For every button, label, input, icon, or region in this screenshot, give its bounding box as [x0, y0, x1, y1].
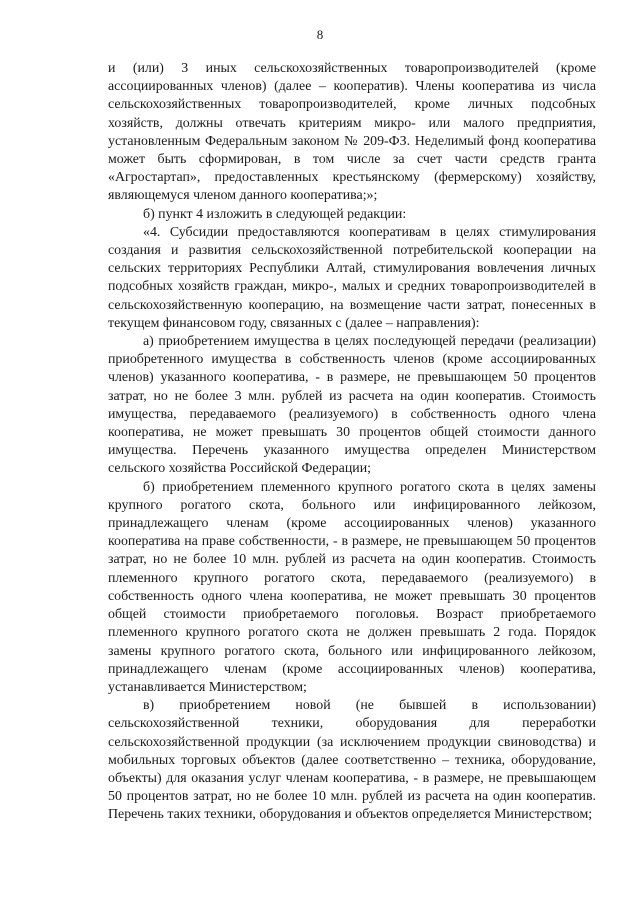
- document-body: [108, 60, 596, 825]
- page-number: 8: [316, 27, 324, 42]
- paragraph-subclause-a: а) приобретением имущества в целях последующей передачи (реализации) приобретенного имущества в собственность членов (кроме ассоциированных членов) указанного кооператива, - в размере, не превышающем 50 процентов затрат, но не более 3 млн. рублей из расчета на один кооператив. Стоимость имущества, передаваемого (реализуемого) в собственность одного члена кооператива, не может превышать 30 процентов общей стоимости данного имущества. Перечень указанного имущества определен Министерством сельского хозяйства Российской Федерации;: [108, 334, 596, 477]
- paragraph-subclause-v: в) приобретением новой (не бывшей в использовании) сельскохозяйственной техники, оборудования для переработки сельскохозяйственной продукции (за исключением продукции свиноводства) и мобильных торговых объектов (далее соответственно – техника, оборудование, объекты) для оказания услуг членам кооператива, - в размере, не превышающем 50 процентов затрат, но не более 10 млн. рублей из расчета на один кооператив. Перечень таких техники, оборудования и объектов определяется Министерством;: [108, 698, 596, 823]
- paragraph-item-b-intro: б) пункт 4 изложить в следующей редакции:: [143, 206, 407, 222]
- paragraph-clause-4: «4. Субсидии предоставляются кооперативам в целях стимулирования создания и развития сельскохозяйственной потребительской кооперации на сельских территориях Республики Алтай, стимулирования вовлечения личных подсобных хозяйств граждан, микро-, малых и средних товаропроизводителей в сельскохозяйственную кооперацию, на возмещение части затрат, понесенных в текущем финансовом году, связанных с (далее – направления):: [108, 224, 596, 331]
- paragraph-subclause-b: б) приобретением племенного крупного рогатого скота в целях замены крупного рогатого скота, больного или инфицированного лейкозом, принадлежащего членам (кроме ассоциированных членов) указанного кооператива на праве собственности, - в размере, не превышающем 50 процентов затрат, но не более 10 млн. рублей из расчета на один кооператив. Стоимость племенного крупного рогатого скота, передаваемого (реализуемого) в собственность одного члена кооператива, не может превышать 30 процентов общей стоимости приобретаемого поголовья. Возраст приобретаемого племенного крупного рогатого скота не должен превышать 2 года. Порядок замены крупного рогатого скота, больного или инфицированного лейкозом, принадлежащего членам (кроме ассоциированных членов) кооператива, устанавливается Министерством;: [108, 479, 596, 695]
- paragraph-continuation: и (или) 3 иных сельскохозяйственных товаропроизводителей (кроме ассоциированных членов) (далее – кооператив). Члены кооператива из числа сельскохозяйственных товаропроизводителей, кроме личных подсобных хозяйств, должны отвечать критериям микро- или малого предприятия, установленным Федеральным законом № 209-ФЗ. Неделимый фонд кооператива может быть сформирован, в том числе за счет части средств гранта «Агростартап», предоставленных крестьянскому (фермерскому) хозяйству, являющемуся членом данного кооператива;»;: [108, 61, 596, 204]
